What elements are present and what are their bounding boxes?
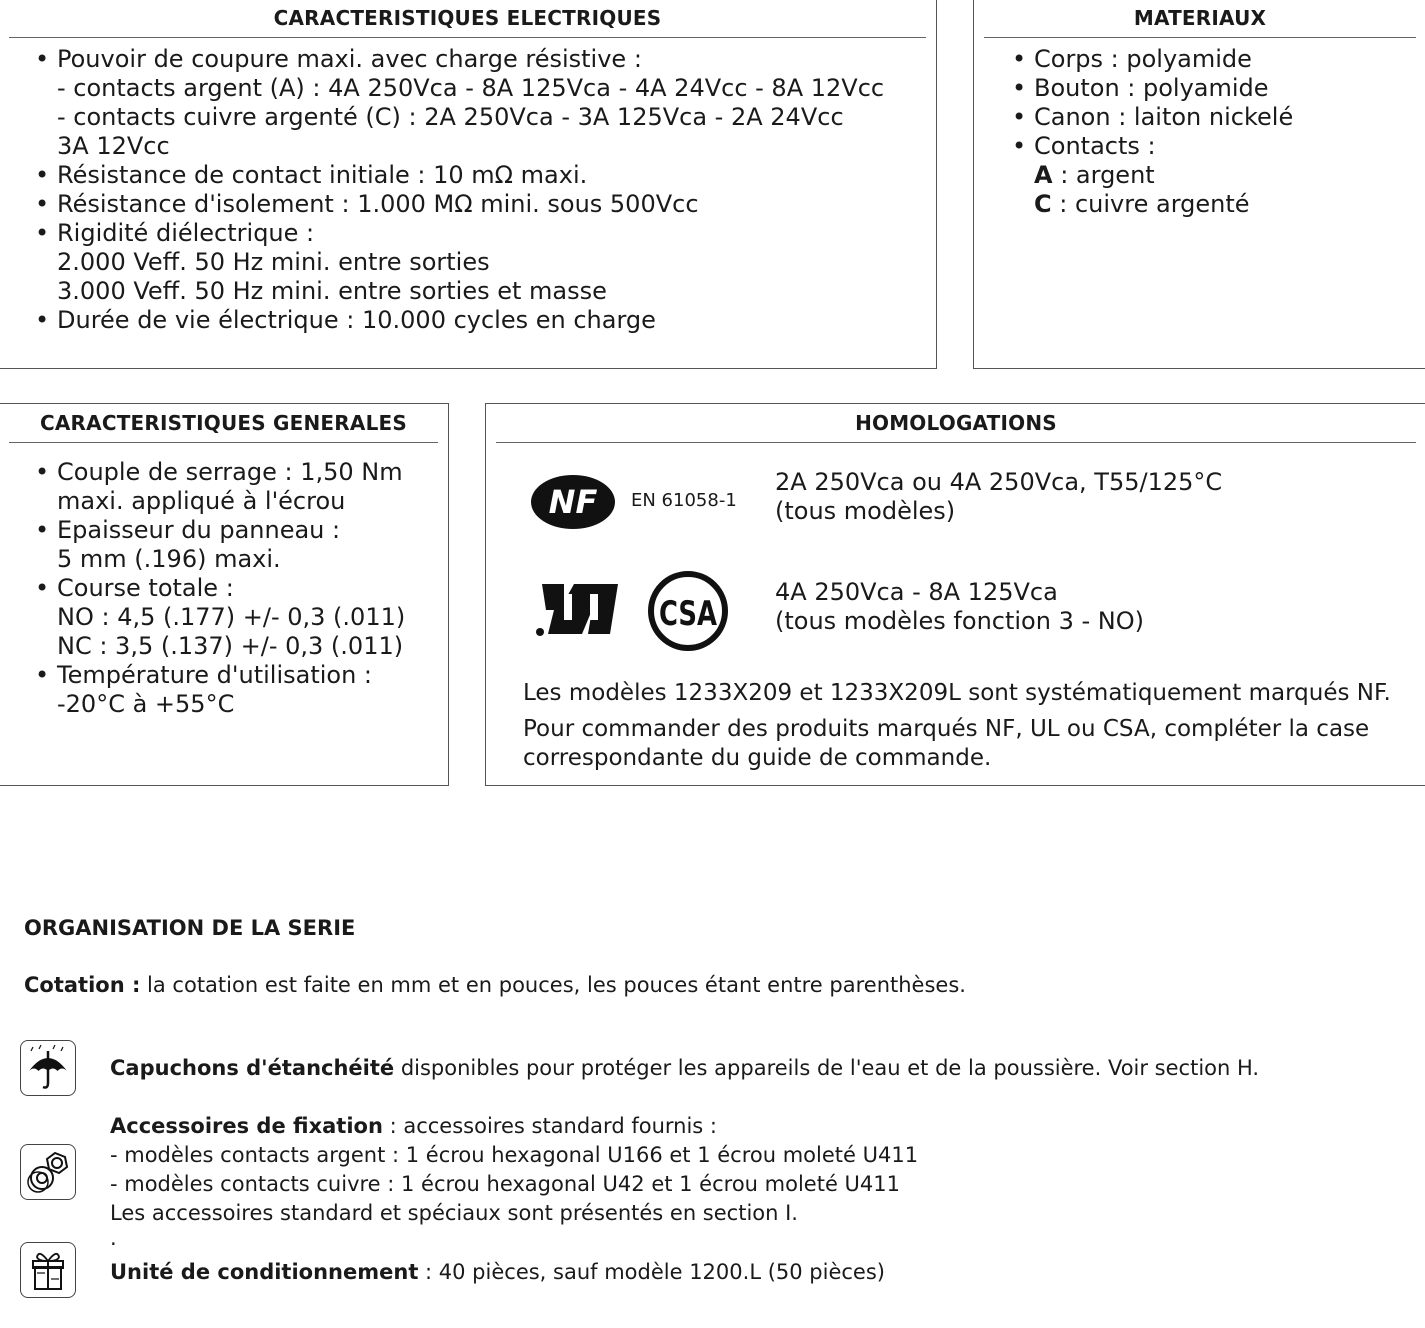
list-item: • Epaisseur du panneau : bbox=[35, 516, 341, 544]
list-item: • Température d'utilisation : bbox=[35, 661, 373, 689]
csa-logo-text: CSA bbox=[659, 594, 718, 634]
list-item: • Résistance d'isolement : 1.000 MΩ mini. sous 500Vcc bbox=[35, 190, 699, 218]
list-item: • Résistance de contact initiale : 10 mΩ maxi. bbox=[35, 161, 588, 189]
list-item: 3.000 Veff. 50 Hz mini. entre sorties et masse bbox=[57, 277, 607, 305]
electrical-characteristics-panel bbox=[0, 0, 937, 369]
list-item: maxi. appliqué à l'écrou bbox=[57, 487, 346, 515]
list-item: • Contacts : bbox=[1012, 132, 1156, 160]
accessories-line: - modèles contacts argent : 1 écrou hexagonal U166 et 1 écrou moleté U411 bbox=[110, 1143, 919, 1167]
nf-line: (tous modèles) bbox=[775, 497, 956, 525]
list-item: • Durée de vie électrique : 10.000 cycles en charge bbox=[35, 306, 656, 334]
list-item: - contacts cuivre argenté (C) : 2A 250Vca - 3A 125Vca - 2A 24Vcc bbox=[57, 103, 844, 131]
caps-label: Capuchons d'étanchéité bbox=[110, 1056, 395, 1080]
accessories-text: : accessoires standard fournis : bbox=[382, 1114, 717, 1138]
ul-logo-icon bbox=[534, 580, 624, 638]
materials-list bbox=[1012, 45, 1293, 219]
list-item: A : argent bbox=[1034, 161, 1155, 189]
electrical-title: CARACTERISTIQUES ELECTRIQUES bbox=[9, 3, 926, 38]
cotation-label: Cotation : bbox=[24, 973, 141, 997]
general-list bbox=[35, 458, 405, 719]
cotation-text: la cotation est faite en mm et en pouces, les pouces étant entre parenthèses. bbox=[140, 973, 966, 997]
accessories-block bbox=[110, 1112, 918, 1257]
electrical-list bbox=[35, 45, 884, 335]
note-line: Pour commander des produits marqués NF, UL ou CSA, compléter la case bbox=[523, 716, 1370, 742]
caps-line bbox=[110, 1054, 1259, 1083]
accessories-line bbox=[110, 1112, 918, 1141]
list-item: • Canon : laiton nickelé bbox=[1012, 103, 1294, 131]
ul-logo-text: UL bbox=[576, 616, 582, 621]
list-item: • Corps : polyamide bbox=[1012, 45, 1252, 73]
packaging-line bbox=[110, 1258, 885, 1287]
stray-dot: . bbox=[110, 1226, 117, 1250]
accessories-label: Accessoires de fixation bbox=[110, 1114, 383, 1138]
accessories-line: - modèles contacts cuivre : 1 écrou hexagonal U42 et 1 écrou moleté U411 bbox=[110, 1172, 900, 1196]
list-item: • Pouvoir de coupure maxi. avec charge résistive : bbox=[35, 45, 642, 73]
materials-title: MATERIAUX bbox=[984, 3, 1416, 38]
packaging-label: Unité de conditionnement bbox=[110, 1260, 419, 1284]
list-item: • Couple de serrage : 1,50 Nm bbox=[35, 458, 403, 486]
note-line: correspondante du guide de commande. bbox=[523, 745, 992, 771]
caps-text: disponibles pour protéger les appareils de l'eau et de la poussière. Voir section H. bbox=[394, 1056, 1260, 1080]
list-item: NC : 3,5 (.137) +/- 0,3 (.011) bbox=[57, 632, 404, 660]
homologations-title: HOMOLOGATIONS bbox=[496, 408, 1416, 443]
nuts-icon bbox=[20, 1144, 76, 1200]
list-item: NO : 4,5 (.177) +/- 0,3 (.011) bbox=[57, 603, 406, 631]
list-item: • Rigidité diélectrique : bbox=[35, 219, 315, 247]
materials-panel bbox=[973, 0, 1425, 369]
list-item: 2.000 Veff. 50 Hz mini. entre sorties bbox=[57, 248, 490, 276]
nf-approval-text bbox=[775, 468, 1222, 526]
list-item: - contacts argent (A) : 4A 250Vca - 8A 125Vca - 4A 24Vcc - 8A 12Vcc bbox=[57, 74, 885, 102]
ul-line: 4A 250Vca - 8A 125Vca bbox=[775, 578, 1058, 606]
list-item: -20°C à +55°C bbox=[57, 690, 235, 718]
note-line: Les modèles 1233X209 et 1233X209L sont systématiquement marqués NF. bbox=[523, 680, 1391, 706]
nf-standard: EN 61058-1 bbox=[631, 490, 737, 511]
general-title: CARACTERISTIQUES GENERALES bbox=[9, 408, 438, 443]
list-item: 3A 12Vcc bbox=[57, 132, 170, 160]
list-item: 5 mm (.196) maxi. bbox=[57, 545, 281, 573]
accessories-line: Les accessoires standard et spéciaux sont présentés en section I. bbox=[110, 1201, 798, 1225]
gift-box-icon bbox=[20, 1242, 76, 1298]
series-title: ORGANISATION DE LA SERIE bbox=[24, 916, 356, 940]
csa-logo-icon bbox=[646, 566, 730, 656]
ul-csa-approval-text bbox=[775, 578, 1144, 636]
nf-line: 2A 250Vca ou 4A 250Vca, T55/125°C bbox=[775, 468, 1223, 496]
nf-logo-text: NF bbox=[548, 483, 598, 521]
list-item: C : cuivre argenté bbox=[1034, 190, 1250, 218]
homologation-notes bbox=[523, 679, 1391, 773]
cotation-line bbox=[24, 971, 966, 1000]
general-characteristics-panel bbox=[0, 403, 449, 786]
ul-line: (tous modèles fonction 3 - NO) bbox=[775, 607, 1144, 635]
homologations-panel bbox=[485, 403, 1425, 786]
list-item: • Bouton : polyamide bbox=[1012, 74, 1269, 102]
nf-logo-icon bbox=[530, 474, 616, 530]
list-item: • Course totale : bbox=[35, 574, 234, 602]
packaging-text: : 40 pièces, sauf modèle 1200.L (50 pièces) bbox=[418, 1260, 885, 1284]
umbrella-icon bbox=[20, 1040, 76, 1096]
